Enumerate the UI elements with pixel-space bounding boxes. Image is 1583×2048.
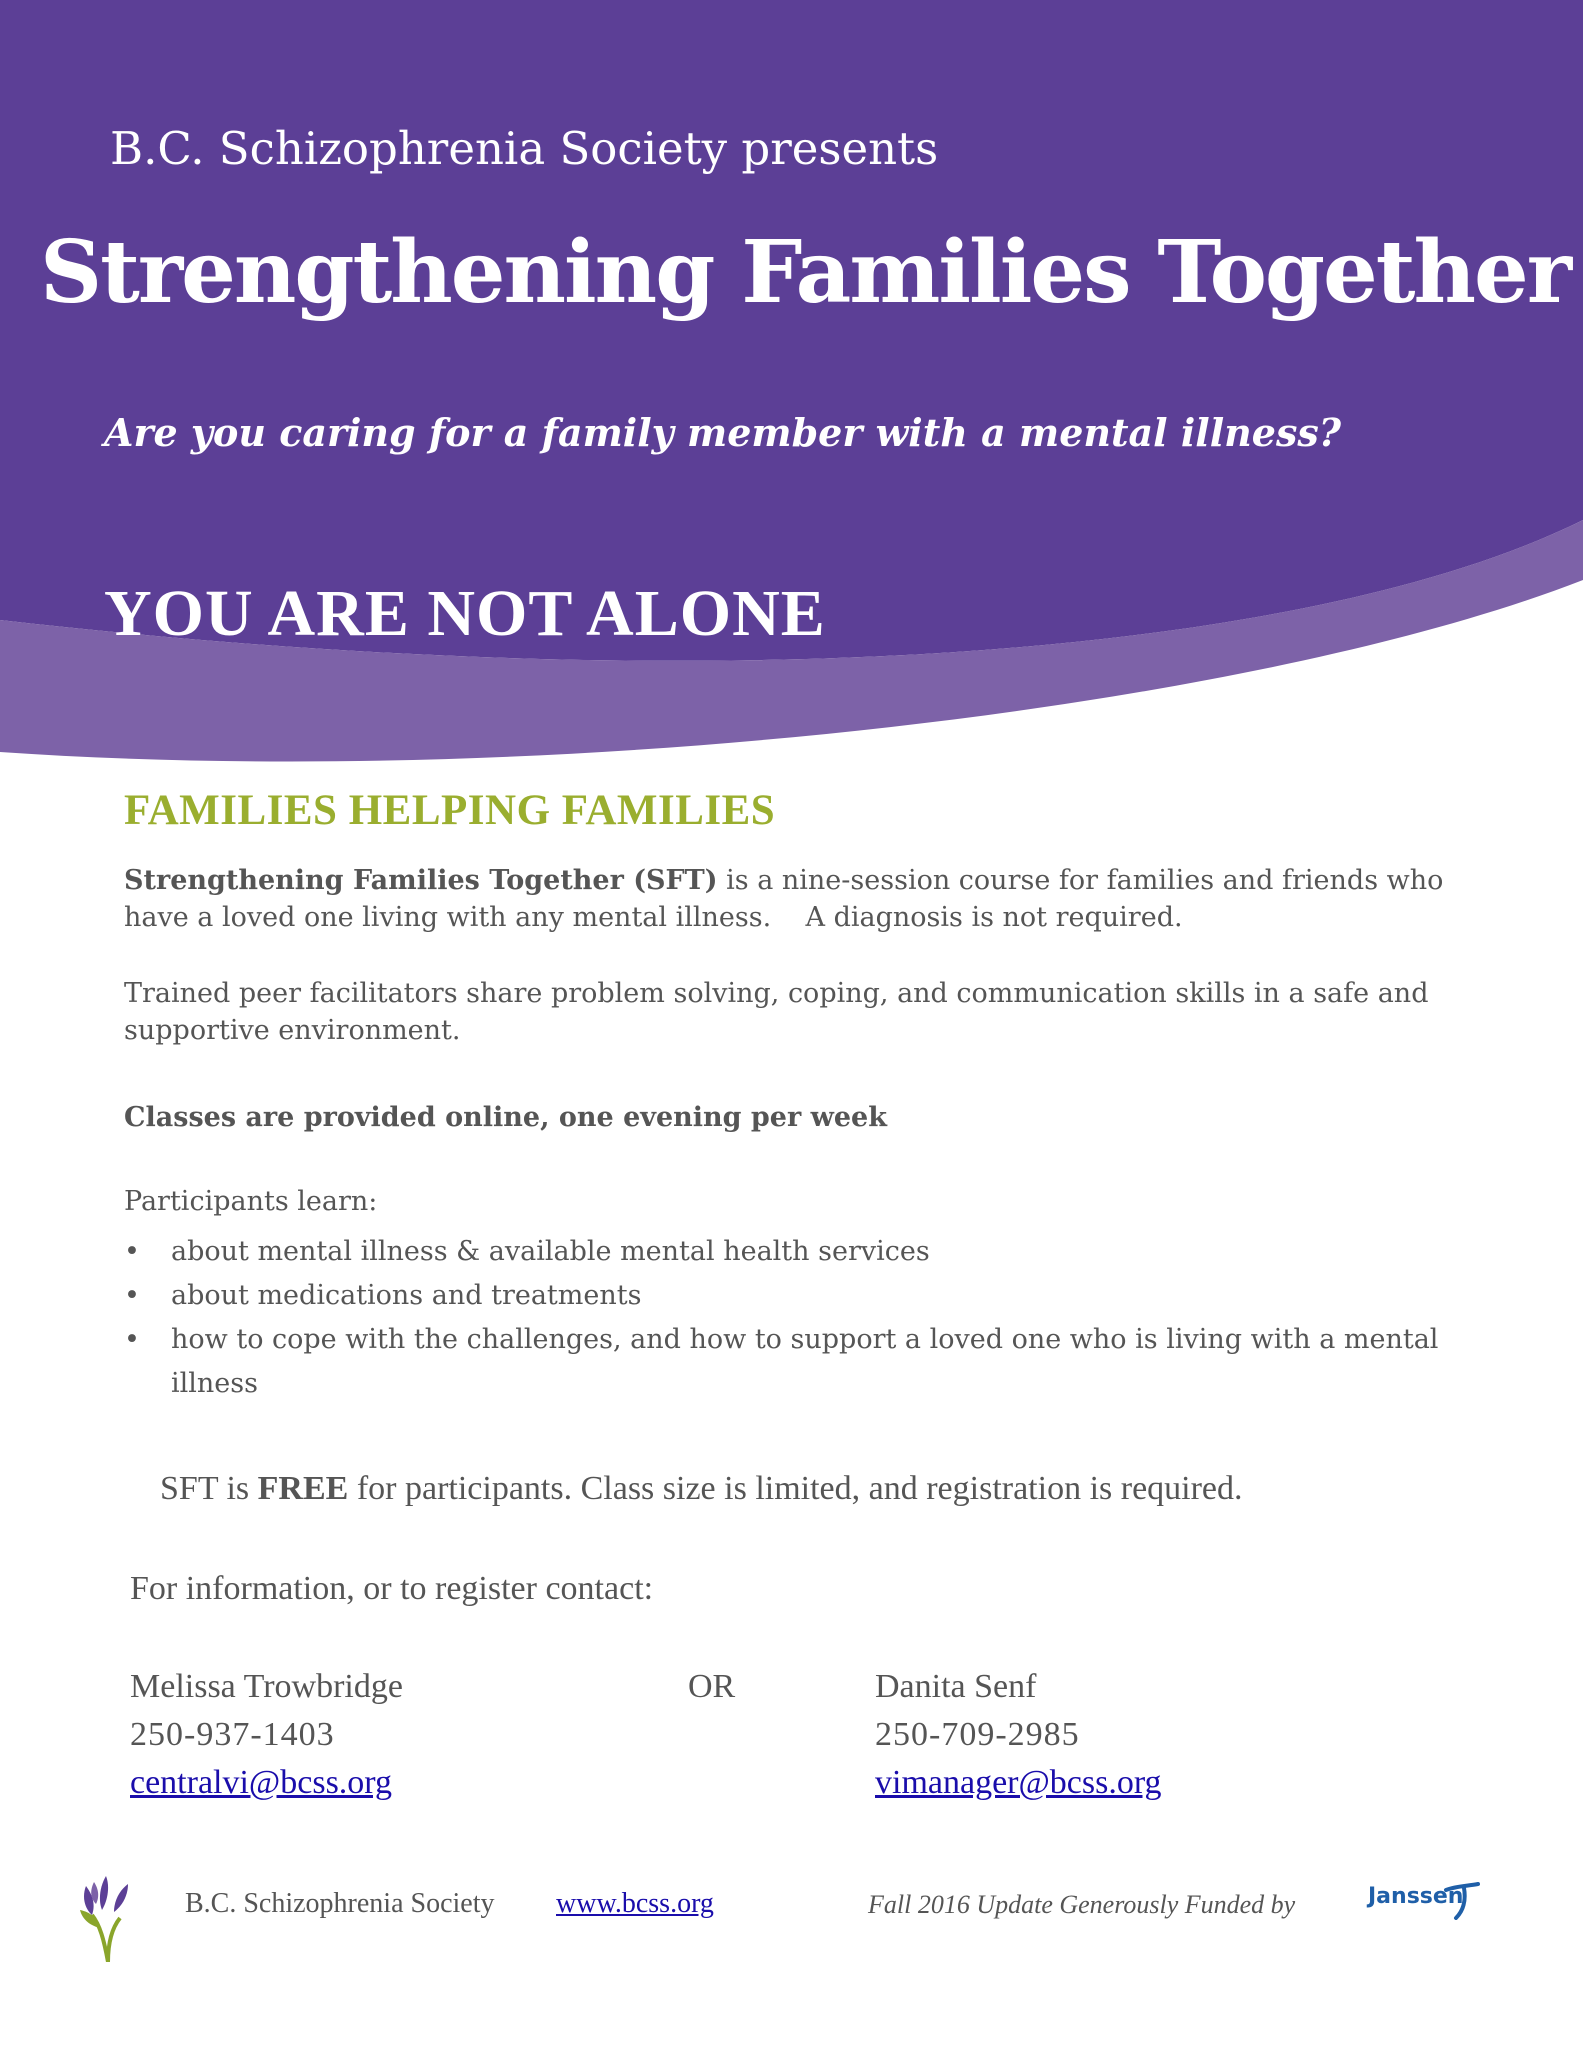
header-banner [0, 0, 1583, 780]
footer-funded-note: Fall 2016 Update Generously Funded by [868, 1890, 1296, 1919]
footer-website-link[interactable]: www.bcss.org [556, 1888, 714, 1919]
page-title: Strengthening Families Together [40, 222, 1571, 323]
footer-org: B.C. Schizophrenia Society [185, 1888, 495, 1919]
facilitators-paragraph: Trained peer facilitators share problem solving, coping, and communication skills in a safe and supportive environment. [124, 978, 1429, 1046]
contact-card-b [875, 1663, 1162, 1807]
list-item: • about medications and treatments [124, 1274, 1444, 1318]
list-item: • about mental illness & available mental health services [124, 1230, 1444, 1274]
bullet-icon: • [124, 1236, 140, 1267]
bullet-icon: • [124, 1280, 140, 1311]
list-item: • how to cope with the challenges, and how to support a loved one who is living with a mental illness [124, 1318, 1444, 1406]
contact-name: Danita Senf [875, 1668, 1037, 1705]
presents-text: B.C. Schizophrenia Society presents [110, 122, 939, 175]
section-heading: FAMILIES HELPING FAMILIES [124, 787, 776, 834]
question-subtitle: Are you caring for a family member with a mental illness? [104, 410, 1342, 455]
learn-label: Participants learn: [124, 1186, 378, 1217]
contact-phone: 250-937-1403 [130, 1716, 335, 1753]
learn-list [124, 1230, 1444, 1406]
contact-email-link[interactable]: centralvi@bcss.org [130, 1764, 393, 1801]
bcss-logo-icon [78, 1870, 134, 1962]
intro-rest: is a nine-session course for families and friends who have a loved one living with any mental illness. A diagnosis is not required. [124, 865, 1452, 933]
bullet-icon: • [124, 1324, 140, 1355]
sponsor-logo-icon [1442, 1880, 1482, 1920]
contact-card-a [130, 1663, 403, 1807]
tagline: YOU ARE NOT ALONE [104, 577, 826, 650]
free-bold: FREE [257, 1470, 349, 1507]
intro-paragraph [124, 862, 1452, 936]
intro-bold: Strengthening Families Together (SFT) [124, 865, 718, 896]
or-separator: OR [688, 1668, 736, 1705]
free-notice: SFT is FREE for participants. Class size is limited, and registration is required. [160, 1470, 1243, 1507]
classes-note: Classes are provided online, one evening per week [124, 1102, 887, 1133]
contact-email-link[interactable]: vimanager@bcss.org [875, 1764, 1162, 1801]
contact-phone: 250-709-2985 [875, 1716, 1080, 1753]
contact-intro: For information, or to register contact: [130, 1570, 654, 1607]
sponsor-logo-text: Janssen [1368, 1884, 1464, 1909]
contact-name: Melissa Trowbridge [130, 1668, 403, 1705]
